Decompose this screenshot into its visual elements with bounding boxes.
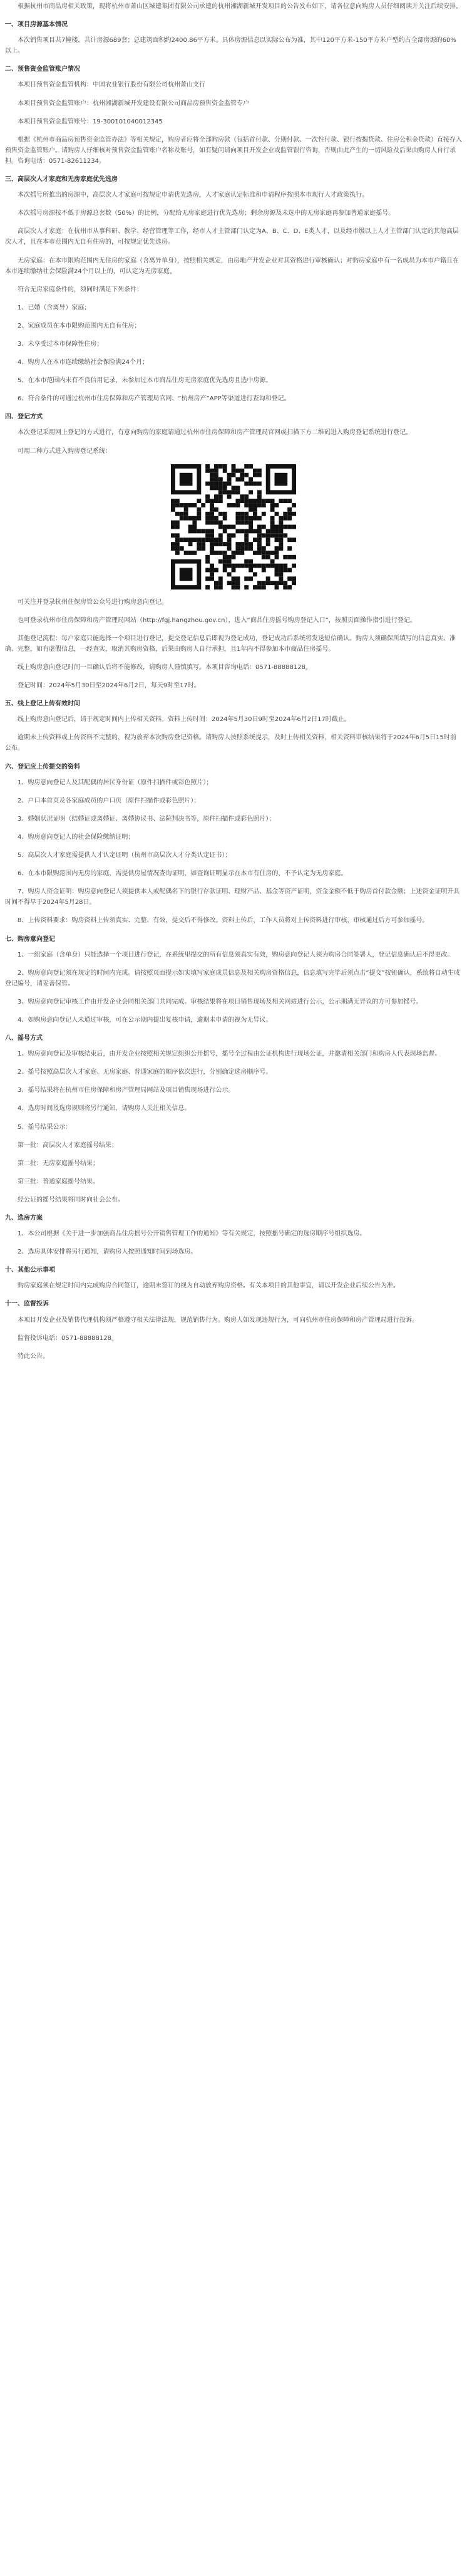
paragraph: 2、选房具体安排将另行通知，请购房人按照通知时间到场选房。: [18, 1249, 197, 1256]
section-heading: 六、登记应上传提交的资料: [5, 763, 80, 771]
paragraph: 可关注并登录杭州住保房管公众号进行购房意向登记。: [18, 598, 168, 606]
paragraph: 4、购房人在本市连续缴纳社会保险满24个月；: [18, 359, 149, 366]
paragraph: 6、在本市限购范围内无房的家庭，需提供房屋情况查询证明，如查询证明显示在本市有住房的，不予认定为无房家庭。: [18, 870, 347, 878]
paragraph: 8、上传资料要求：购房资料上传须真实、完整、有效，提交后不得修改。资料上传后，工作人员将对上传资料进行审核，审核通过后方可参加摇号。: [18, 917, 429, 925]
paragraph: 1、一组家庭（含单身）只能选择一个项目进行登记，在系统里提交的所有信息须真实有效，购房意向登记人须为购房合同签署人，登记信息确认后不得更改。: [18, 951, 454, 958]
paragraph: 登记时间：2024年5月30日至2024年6月2日，每天9时至17时。: [18, 682, 200, 690]
paragraph: 无房家庭：在本市限购范围内无住房的家庭（含离异单身），按照相关规定，由房地产开发企业对其资格进行审核确认；对购房家庭中有一名成员为本市户籍且在本市连续缴纳社会保险满24个月以上的，可认定为无房家庭。: [5, 257, 459, 275]
paragraph: 第一批：高层次人才家庭摇号结果；: [18, 1141, 118, 1149]
paragraph: 2、家庭成员在本市限购范围内无自有住房；: [18, 322, 141, 330]
paragraph: 1、已婚（含离异）家庭；: [18, 304, 91, 311]
paragraph: 本次销售项目共7幢楼，共计房源689套；总建筑面积约2400.86平方米。具体房源信息以实际公布为准，其中120平方米-150平方米户型约占全部房源的60%以上。: [5, 37, 456, 55]
paragraph: 4、选房时间及选房规则将另行通知，请购房人关注相关信息。: [18, 1105, 191, 1113]
paragraph: 第二批：无房家庭摇号结果；: [18, 1160, 99, 1167]
paragraph: 可用二种方式进入购房登记系统：: [18, 447, 111, 455]
paragraph: 特此公告。: [18, 1353, 49, 1360]
section-heading: 四、登记方式: [5, 413, 43, 421]
section-heading: 一、项目房源基本情况: [5, 21, 68, 29]
paragraph: 本次登记采用网上登记的方式进行，有意向购房的家庭请通过杭州市住房保障和房产管理局官网或扫描下方二维码进入购房登记系统进行登记。: [18, 429, 412, 437]
qr-code-icon[interactable]: [171, 464, 296, 589]
paragraph: 监督投诉电话：0571-88888128。: [18, 1334, 118, 1342]
qr-code-container: [5, 464, 462, 589]
paragraph: 4、购房意向登记人的社会保险缴纳证明；: [18, 833, 135, 841]
paragraph: 根据杭州市商品房相关政策，现将杭州市萧山区城建集团有限公司承建的杭州湘湖新城开发项目的公告发布如下，请各位意向购房人员仔细阅读并关注后续安排。: [18, 3, 462, 10]
paragraph: 本项目开发企业及销售代理机构须严格遵守相关法律法规，规范销售行为。购房人如发现违规行为，可向杭州市住房保障和房产管理局进行投诉。: [18, 1316, 418, 1324]
paragraph: 5、摇号结果公示：: [18, 1123, 72, 1131]
paragraph: 购房家庭须在规定时间内完成购房合同签订，逾期未签订的视为自动放弃购房资格。有关本项目的其他事宜，请以开发企业后续公告为准。: [18, 1282, 399, 1290]
paragraph: 线上购房意向登记时间一旦确认后将不能修改，请购房人谨慎填写。本项目咨询电话：0571-88888128。: [18, 664, 312, 671]
paragraph: 其他登记流程：每户家庭只能选择一个项目进行登记，提交登记信息后即视为登记成功，登记成功后系统将发送短信确认。购房人须确保所填写的信息真实、准确、完整，如有虚假信息，一经查实，取消其购房资格，后果由购房人自行承担，且1年内不得参加本市商品住房摇号。: [5, 635, 456, 653]
section-heading: 五、线上登记上传有效时间: [5, 700, 80, 708]
paragraph: 根据《杭州市商品房预售资金监管办法》等相关规定，购房者应将全部购房款（包括首付款、分期付款、一次性付款、银行按揭贷款、住房公积金贷款）直接存入预售资金监管账户。请购房人仔细核对预售资金监管账户名称及账号，如有疑问请向项目开发企业或监管银行咨询，否则由此产生的一切风险及后果由购房人自行承担。咨询电话：0571-82611234。: [5, 136, 462, 165]
paragraph: 4、如购房意向登记人未通过审核，可在公示期内提出复核申请，逾期未申请的视为无异议。: [18, 1016, 272, 1024]
paragraph: 1、购房意向登记人及其配偶的居民身份证（原件扫描件或彩色照片）；: [18, 779, 213, 786]
paragraph: 逾期未上传资料或上传资料不完整的，视为放弃本次购房登记资格。请购房人按照系统提示，及时上传相关资料，相关资料审核结果将于2024年6月5日15时前公布。: [5, 734, 456, 752]
paragraph: 本项目预售资金监管机构：中国农业银行股份有限公司杭州萧山支行: [18, 81, 205, 89]
paragraph: 5、在本市范围内未有不良信用记录，未参加过本市商品住房无房家庭优先选房且选中房源。: [18, 377, 272, 385]
paragraph: 第三批：普通家庭摇号结果。: [18, 1178, 99, 1185]
paragraph: 线上购房意向登记后，请于规定时间内上传相关资料。资料上传时间：2024年5月30日9时至2024年6月2日17时截止。: [18, 716, 351, 724]
section-heading: 十、其他公示事项: [5, 1267, 55, 1274]
paragraph: 1、购房意向登记及审核结束后，由开发企业按照相关规定组织公开摇号，摇号全过程由公证机构进行现场公证，并邀请相关部门和购房人代表现场监督。: [18, 1051, 441, 1058]
paragraph: 7、购房人资金证明：购房意向登记人须提供本人或配偶名下的银行存款证明、理财产品、基金等资产证明，资金金额不低于购房首付款金额；上述资金证明开具时间不得早于2024年5月28日。: [5, 888, 460, 906]
paragraph: 2、购房意向登记须在规定的时间内完成。请按照页面提示如实填写家庭成员信息及相关购房资格信息，信息填写完毕后须点击“提交”按钮确认，系统将自动生成登记编号，请妥善保管。: [5, 969, 460, 987]
section-heading: 三、高层次人才家庭和无房家庭优先选房: [5, 176, 118, 184]
paragraph: 高层次人才家庭：在杭州市从事科研、教学、经营管理等工作，经市人才主管部门认定为A、B、C、D、E类人才，以及经市级以上人才主管部门认定的其他高层次人才，且在本市范围内无自有住房的，可按规定优先选房。: [5, 228, 459, 246]
paragraph: 5、高层次人才家庭需提供人才认定证明（杭州市高层次人才分类认定证书）；: [18, 852, 232, 860]
paragraph: 经公证的摇号结果将同时向社会公布。: [18, 1196, 124, 1203]
paragraph: 3、购房意向登记审核工作由开发企业会同相关部门共同完成。审核结果将在项目销售现场及相关网站进行公示，公示期满无异议的方可参加摇号。: [18, 998, 423, 1005]
paragraph: 2、户口本首页及各家庭成员的户口页（原件扫描件或彩色照片）；: [18, 797, 200, 804]
paragraph: 符合无房家庭条件的，须同时满足下列条件：: [18, 286, 143, 293]
section-heading: 八、摇号方式: [5, 1035, 43, 1042]
section-heading: 二、预售资金监管账户情况: [5, 66, 80, 73]
paragraph: 本项目预售资金监管账号：19-300101040012345: [18, 118, 163, 125]
section-heading: 七、购房意向登记: [5, 935, 55, 943]
paragraph: 本项目预售资金监管账户：杭州湘湖新城开发建设有限公司商品房预售资金监管专户: [18, 100, 249, 107]
section-heading: 九、选房方案: [5, 1215, 43, 1222]
paragraph: 6、符合条件的可通过杭州市住房保障和房产管理局官网、“杭州房产”APP等渠道进行查询和登记。: [18, 395, 290, 403]
section-heading: 十一、监督投诉: [5, 1301, 49, 1308]
paragraph: 2、摇号按照高层次人才家庭、无房家庭、普通家庭的顺序依次进行，分别确定选房顺序号。: [18, 1069, 272, 1076]
paragraph: 3、婚姻状况证明（结婚证或离婚证、离婚协议书、法院判决书等，原件扫描件或彩色照片）；: [18, 815, 275, 823]
paragraph: 1、本公司根据《关于进一步加强商品住房摇号公开销售管理工作的通知》等有关规定，按照摇号确定的选房顺序号组织选房。: [18, 1230, 366, 1238]
paragraph: 本次摇号所推出的房源中，高层次人才家庭可按规定申请优先选房，人才家庭认定标准和申请程序按照本市现行人才政策执行。: [18, 192, 368, 199]
paragraph: 3、摇号结果将在杭州市住房保障和房产管理局网站及项目销售现场进行公示。: [18, 1087, 235, 1094]
paragraph: 3、未享受过本市保障性住房；: [18, 340, 103, 348]
paragraph: 也可登录杭州市住房保障和房产管理局网站（http://fgj.hangzhou.gov.cn），进入“商品住房摇号购房登记入口”，按照页面操作指引进行登记。: [18, 616, 416, 624]
paragraph: 本次摇号房源按不低于房源总套数（50%）的比例，分配给无房家庭进行优先选房；剩余房源及未选中的无房家庭再参加普通家庭摇号。: [18, 210, 395, 217]
